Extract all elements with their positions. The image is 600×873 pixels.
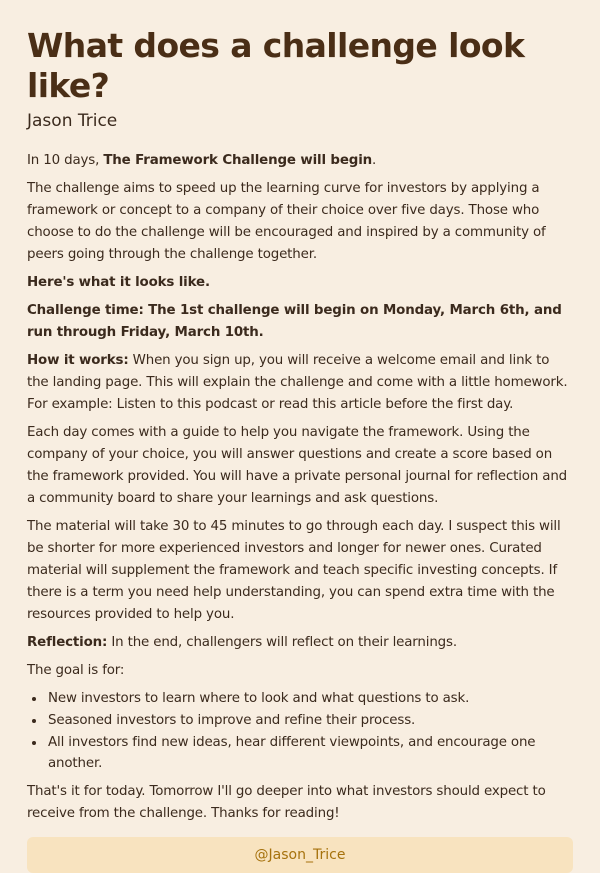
goal-intro: The goal is for:	[27, 663, 125, 678]
goal-item-new-investors: • New investors to learn where to look and what questions to ask.	[46, 688, 573, 709]
author-name: Jason Trice	[27, 111, 118, 131]
goal-item-seasoned-investors: • Seasoned investors to improve and refine their process.	[46, 710, 573, 731]
intro-bold: The Framework Challenge will begin	[103, 153, 373, 168]
reflection-text: In the end, challengers will reflect on their learnings.	[107, 635, 457, 650]
reflection-paragraph	[27, 632, 573, 654]
heres-what-heading: Here's what it looks like.	[27, 275, 210, 290]
closing-paragraph: That's it for today. Tomorrow I'll go deeper into what investors should expect to receive from the challenge. Thanks for reading!	[27, 784, 546, 821]
how-it-works-text: When you sign up, you will receive a welcome email and link to the landing page. This will explain the challenge and come with a little homework. For example: Listen to this podcast or read this article before the first day.	[27, 353, 568, 412]
challenge-time-paragraph: Challenge time: The 1st challenge will begin on Monday, March 6th, and run through Friday, March 10th.	[27, 303, 562, 340]
material-paragraph: The material will take 30 to 45 minutes to go through each day. I suspect this will be shorter for more experienced investors and longer for newer ones. Curated material will supplement the framework and teach specific investing concepts. If there is a term you need help understanding, you can spend extra time with the resources provided to help you.	[27, 519, 561, 622]
intro-suffix: .	[372, 153, 377, 168]
page-title: What does a challenge look like?	[27, 26, 525, 105]
each-day-paragraph: Each day comes with a guide to help you navigate the framework. Using the company of your choice, you will answer questions and create a score based on the framework provided. You will have a private personal journal for reflection and a community board to share your learnings and ask questions.	[27, 425, 568, 506]
author-handle-banner[interactable]	[27, 837, 573, 873]
intro-paragraph	[27, 150, 573, 172]
author-handle[interactable]: @Jason_Trice	[254, 847, 346, 863]
goal-item-all-investors: • All investors find new ideas, hear different viewpoints, and encourage one another.	[46, 732, 573, 774]
how-it-works-paragraph	[27, 350, 573, 416]
intro-prefix: In 10 days,	[27, 153, 104, 168]
goals-list	[27, 688, 573, 774]
how-it-works-label: How it works:	[27, 353, 129, 368]
aims-paragraph: The challenge aims to speed up the learning curve for investors by applying a framework or concept to a company of their choice over five days. Those who choose to do the challenge will be encouraged and inspired by a community of peers going through the challenge together.	[27, 181, 546, 262]
article-body	[27, 150, 573, 825]
reflection-label: Reflection:	[27, 635, 108, 650]
